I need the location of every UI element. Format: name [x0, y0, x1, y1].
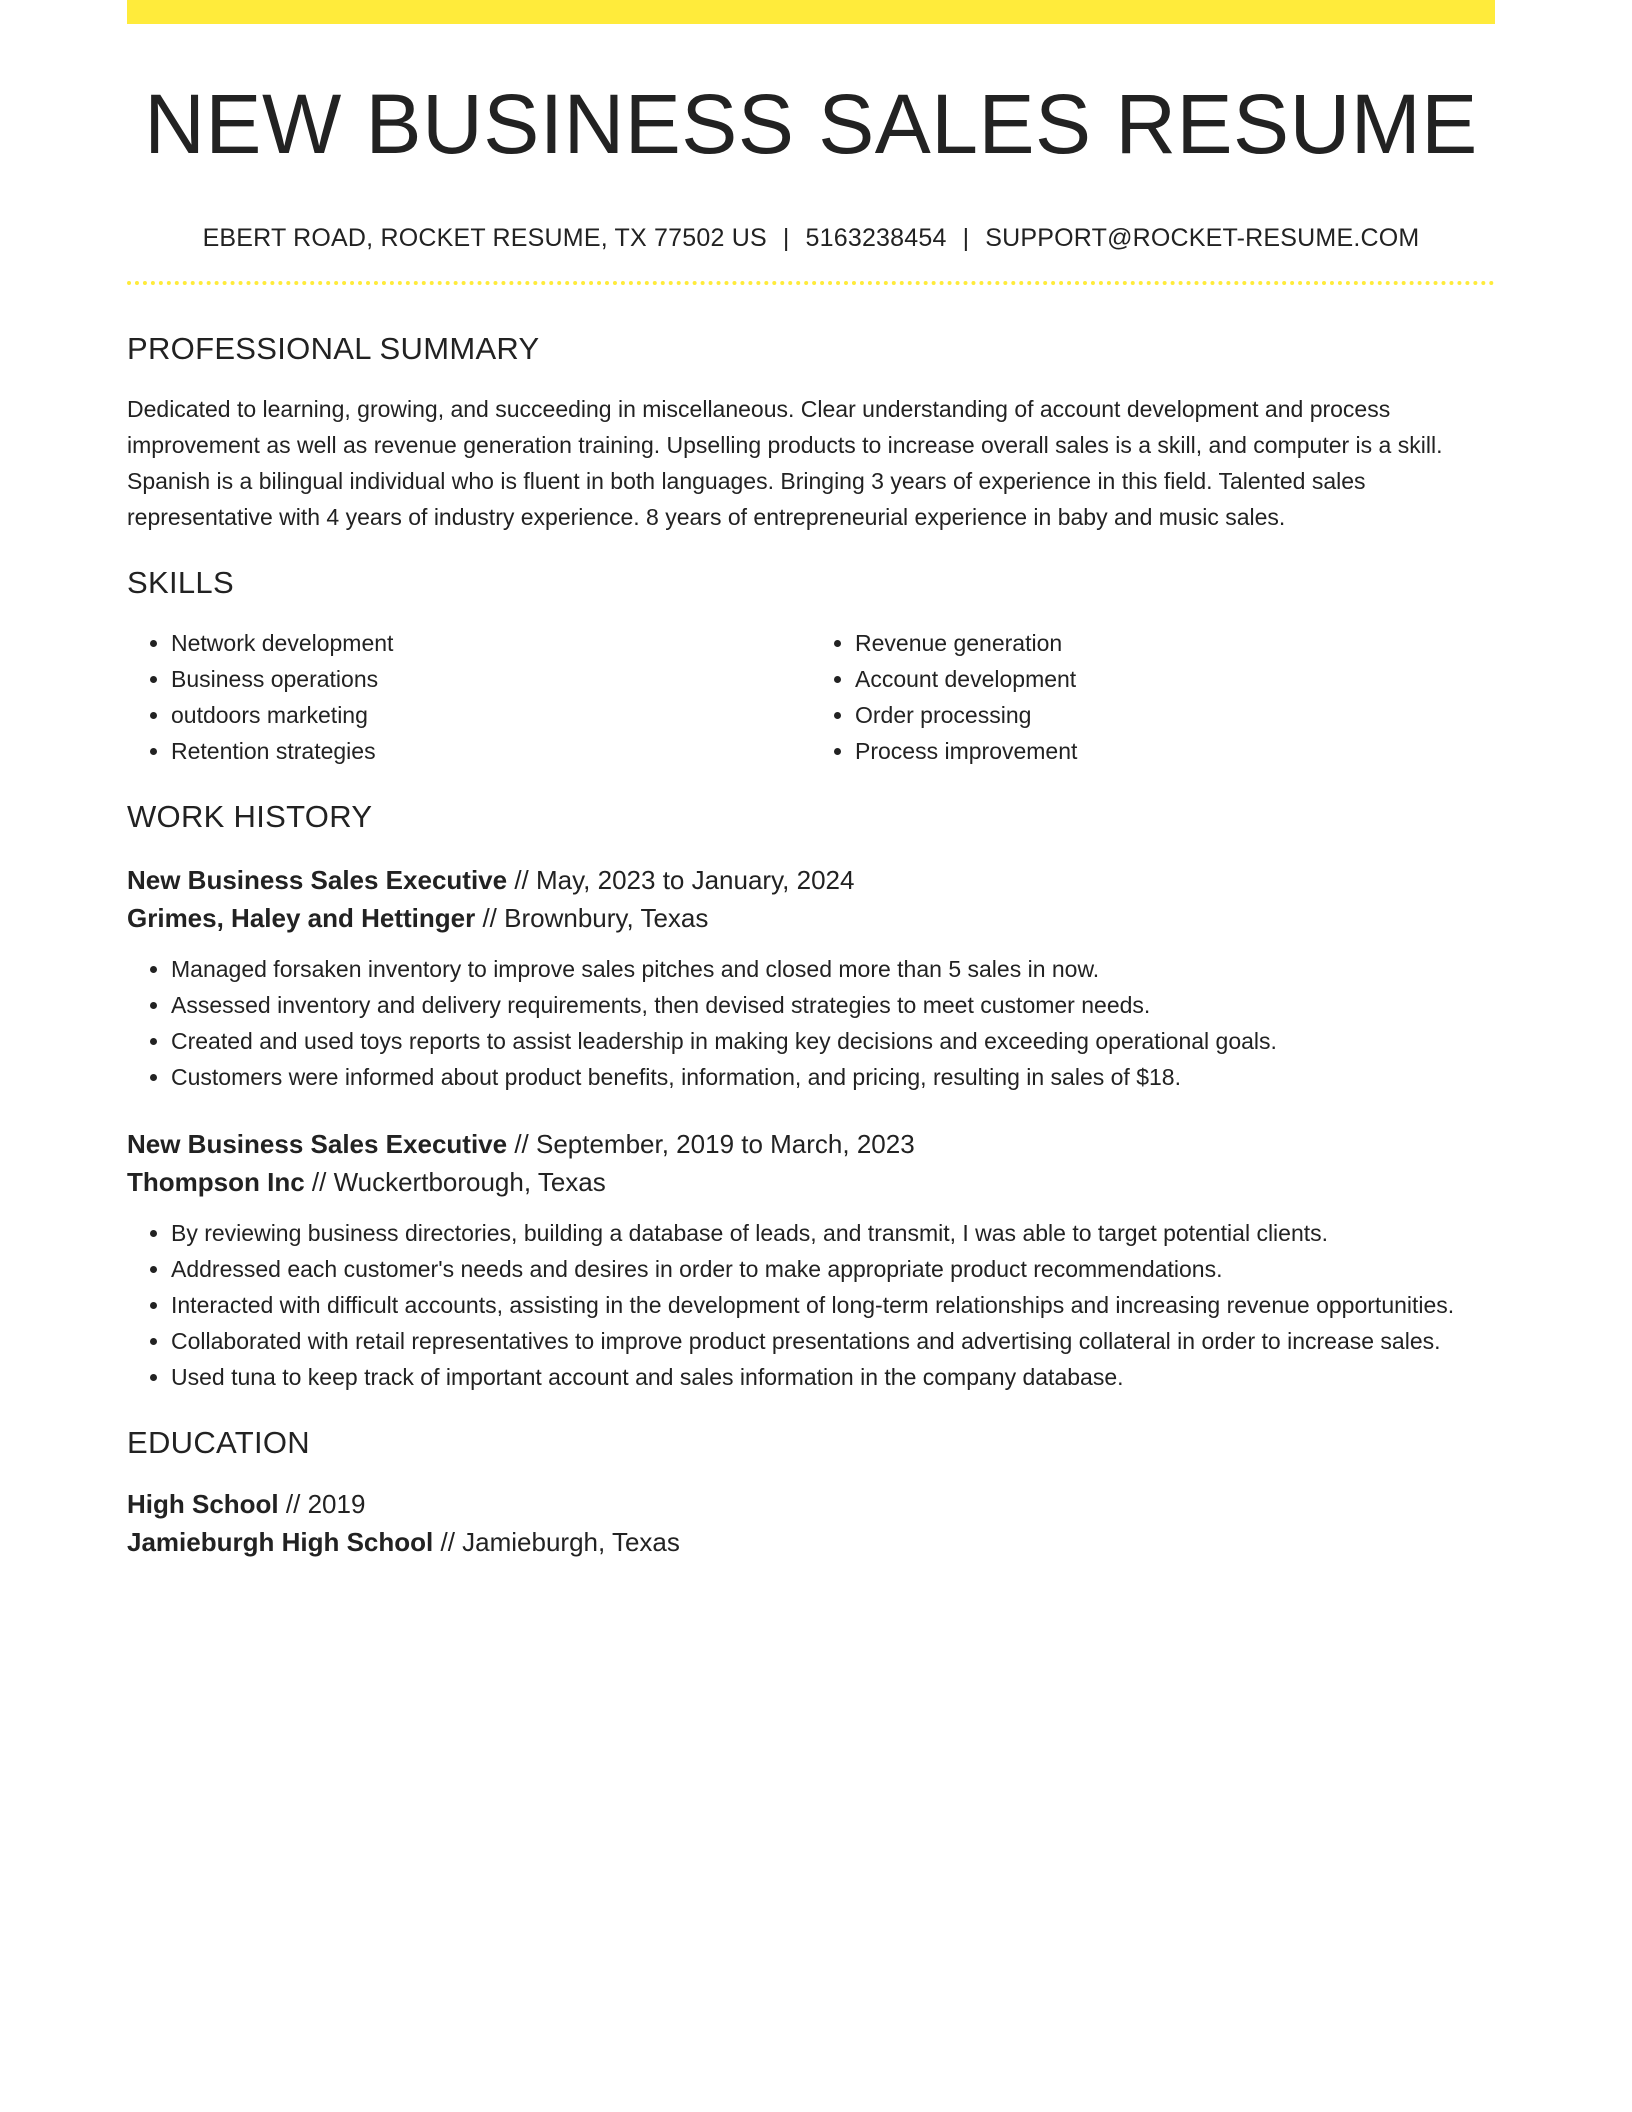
- job-bullet: • Assessed inventory and delivery requirements, then devised strategies to meet customer needs.: [171, 987, 1495, 1023]
- job-dates: // May, 2023 to January, 2024: [507, 865, 855, 895]
- skill-item: • outdoors marketing: [171, 697, 811, 733]
- job-entry: [127, 1125, 1495, 1395]
- company-name: Grimes, Haley and Hettinger: [127, 903, 476, 933]
- job-bullet: • Interacted with difficult accounts, assisting in the development of long-term relationships and increasing revenue opportunities.: [171, 1287, 1495, 1323]
- skill-item: • Process improvement: [855, 733, 1495, 769]
- job-title-line: [127, 1125, 1495, 1163]
- company-line: [127, 899, 1495, 937]
- top-accent-bar: [127, 0, 1495, 24]
- work-history-heading: WORK HISTORY: [127, 799, 373, 834]
- skill-item: • Account development: [855, 661, 1495, 697]
- contact-address: EBERT ROAD, ROCKET RESUME, TX 77502 US: [202, 224, 767, 252]
- contact-phone: 5163238454: [805, 224, 947, 252]
- job-bullet: • Used tuna to keep track of important account and sales information in the company database.: [171, 1359, 1495, 1395]
- dotted-divider: [127, 281, 1495, 285]
- skill-item: • Network development: [171, 625, 811, 661]
- job-bullet: • Customers were informed about product benefits, information, and pricing, resulting in sales of $18.: [171, 1059, 1495, 1095]
- skill-item: • Business operations: [171, 661, 811, 697]
- resume-page: [127, 0, 1495, 2112]
- skills-right-list: [811, 625, 1495, 769]
- company-line: [127, 1163, 1495, 1201]
- degree-line: [127, 1485, 1495, 1523]
- summary-text: Dedicated to learning, growing, and succeeding in miscellaneous. Clear understanding of account development and process improvement as well as revenue generation training. Upselling products to increase overall sales is a skill, and computer is a skill. Spanish is a bilingual individual who is fluent in both languages. Bringing 3 years of experience in this field. Talented sales representative with 4 years of industry experience. 8 years of entrepreneurial experience in baby and music sales.: [127, 396, 1443, 530]
- education-entry: [127, 1485, 1495, 1561]
- job-bullet: • Created and used toys reports to assist leadership in making key decisions and exceeding operational goals.: [171, 1023, 1495, 1059]
- job-title: New Business Sales Executive: [127, 865, 508, 895]
- resume-title: NEW BUSINESS SALES RESUME: [144, 77, 1478, 171]
- degree-year: // 2019: [278, 1489, 366, 1519]
- school-name: Jamieburgh High School: [127, 1527, 434, 1557]
- education-heading: EDUCATION: [127, 1425, 310, 1460]
- skill-item: • Revenue generation: [855, 625, 1495, 661]
- job-bullet: • By reviewing business directories, building a database of leads, and transmit, I was able to target potential clients.: [171, 1215, 1495, 1251]
- summary-heading: PROFESSIONAL SUMMARY: [127, 331, 540, 366]
- degree-name: High School: [127, 1489, 279, 1519]
- skills-heading: SKILLS: [127, 565, 234, 600]
- school-location: // Jamieburgh, Texas: [433, 1527, 680, 1557]
- skill-item: • Retention strategies: [171, 733, 811, 769]
- skills-left-list: [127, 625, 811, 769]
- company-name: Thompson Inc: [127, 1167, 305, 1197]
- skill-item: • Order processing: [855, 697, 1495, 733]
- school-line: [127, 1523, 1495, 1561]
- company-location: // Wuckertborough, Texas: [304, 1167, 606, 1197]
- job-title-line: [127, 861, 1495, 899]
- job-bullet: • Managed forsaken inventory to improve sales pitches and closed more than 5 sales in now.: [171, 951, 1495, 987]
- job-entry: [127, 861, 1495, 1095]
- job-dates: // September, 2019 to March, 2023: [507, 1129, 915, 1159]
- contact-email: SUPPORT@ROCKET-RESUME.COM: [985, 224, 1420, 252]
- skills-columns: [127, 625, 1495, 769]
- job-bullets: [127, 951, 1495, 1095]
- job-bullet: • Addressed each customer's needs and desires in order to make appropriate product recommendations.: [171, 1251, 1495, 1287]
- contact-separator: |: [782, 224, 790, 252]
- contact-line: [127, 224, 1495, 253]
- job-bullets: [127, 1215, 1495, 1395]
- job-title: New Business Sales Executive: [127, 1129, 508, 1159]
- contact-separator: |: [962, 224, 970, 252]
- job-bullet: • Collaborated with retail representatives to improve product presentations and advertising collateral in order to increase sales.: [171, 1323, 1495, 1359]
- company-location: // Brownbury, Texas: [475, 903, 709, 933]
